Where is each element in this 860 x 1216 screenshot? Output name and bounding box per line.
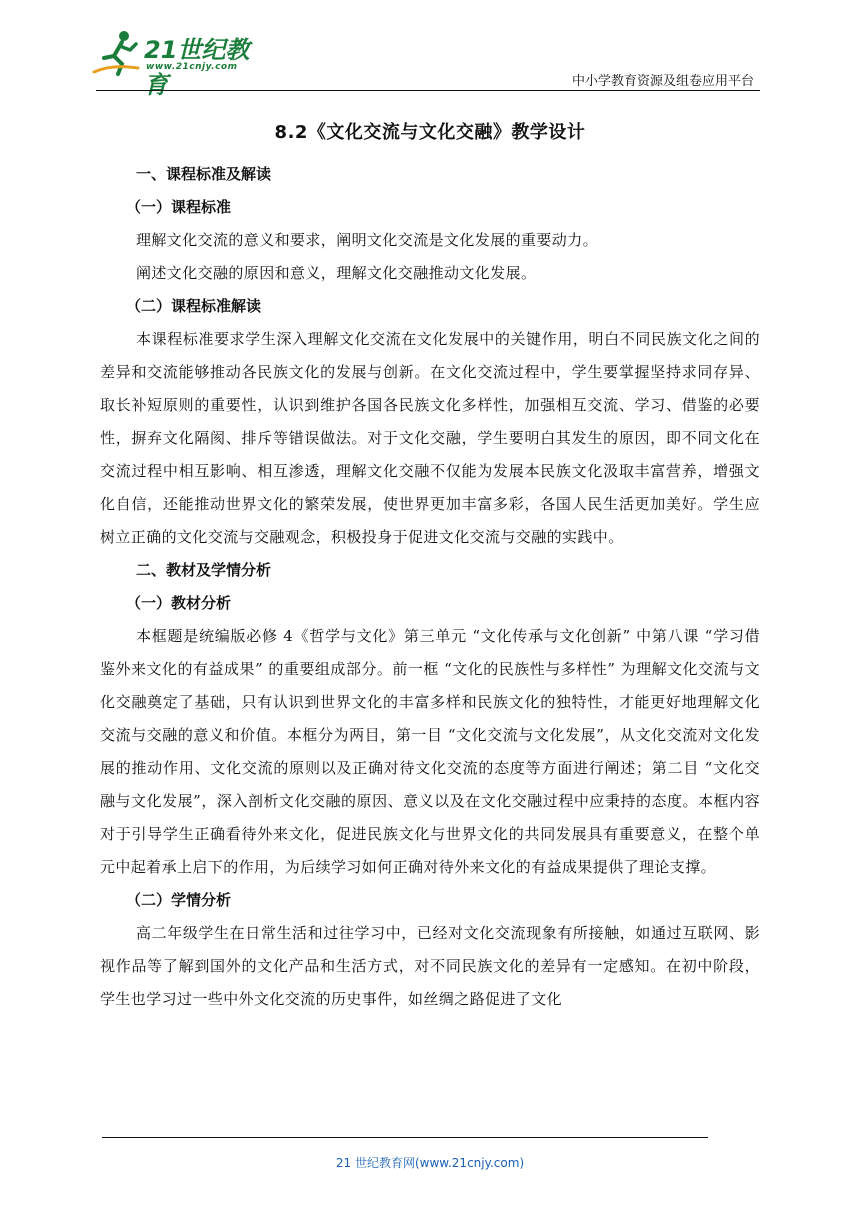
- subsection-heading: （二）课程标准解读: [126, 297, 262, 315]
- logo-text: 21世纪教育: [144, 36, 250, 99]
- footer-divider: [102, 1137, 708, 1138]
- subsection-heading: （一）教材分析: [126, 594, 232, 612]
- footer-link[interactable]: 21 世纪教育网(www.21cnjy.com): [335, 1156, 525, 1170]
- paragraph: 本框题是统编版必修 4《哲学与文化》第三单元 “文化传承与文化创新” 中第八课 “学习借鉴外来文化的有益成果” 的重要组成部分。前一框 “文化的民族性与多样性” 为理解文化交流与文化交融奠定了基础，只有认识到世界文化的丰富多样和民族文化的独特性，才能更好地理解文化交流与交融的意义和价值。本框分为两目，第一目 “文化交流与文化发展”，从文化交流对文化发展的推动作用、文化交流的原则以及正确对待文化交流的态度等方面进行阐述；第二目 “文化交融与文化发展”，深入剖析文化交融的原因、意义以及在文化交融过程中应秉持的态度。本框内容对于引导学生正确看待外来文化，促进民族文化与世界文化的共同发展具有重要意义，在整个单元中起着承上启下的作用，为后续学习如何正确对待外来文化的有益成果提供了理论支撑。: [100, 627, 760, 876]
- subsection-heading: （二）学情分析: [126, 891, 232, 909]
- document-title: 8.2《文化交流与文化交融》教学设计: [274, 122, 586, 143]
- paragraph: 本课程标准要求学生深入理解文化交流在文化发展中的关键作用，明白不同民族文化之间的差异和交流能够推动各民族文化的发展与创新。在文化交流过程中，学生要掌握坚持求同存异、取长补短原则的重要性，认识到维护各国各民族文化多样性，加强相互交流、学习、借鉴的必要性，摒弃文化隔阂、排斥等错误做法。对于文化交融，学生要明白其发生的原因，即不同文化在交流过程中相互影响、相互渗透，理解文化交融不仅能为发展本民族文化汲取丰富营养，增强文化自信，还能推动世界文化的繁荣发展，使世界更加丰富多彩，各国人民生活更加美好。学生应树立正确的文化交流与交融观念，积极投身于促进文化交流与交融的实践中。: [100, 330, 760, 546]
- paragraph: 阐述文化交融的原因和意义，理解文化交融推动文化发展。: [136, 264, 537, 282]
- logo-url: www.21cnjy.com: [146, 62, 238, 72]
- runner-logo-icon: [92, 28, 148, 78]
- page-header: [0, 0, 860, 100]
- paragraph: 理解文化交流的意义和要求，阐明文化交流是文化发展的重要动力。: [136, 231, 599, 249]
- platform-name: 中小学教育资源及组卷应用平台: [571, 74, 754, 89]
- section-heading: 一、课程标准及解读: [136, 165, 272, 183]
- site-logo: [92, 28, 262, 99]
- subsection-heading: （一）课程标准: [126, 198, 232, 216]
- section-heading: 二、教材及学情分析: [136, 561, 272, 579]
- header-divider: [96, 90, 760, 91]
- paragraph: 高二年级学生在日常生活和过往学习中，已经对文化交流现象有所接触，如通过互联网、影视作品等了解到国外的文化产品和生活方式，对不同民族文化的差异有一定感知。在初中阶段，学生也学习过一些中外文化交流的历史事件，如丝绸之路促进了文化: [100, 924, 760, 1008]
- document-body: [100, 118, 760, 1016]
